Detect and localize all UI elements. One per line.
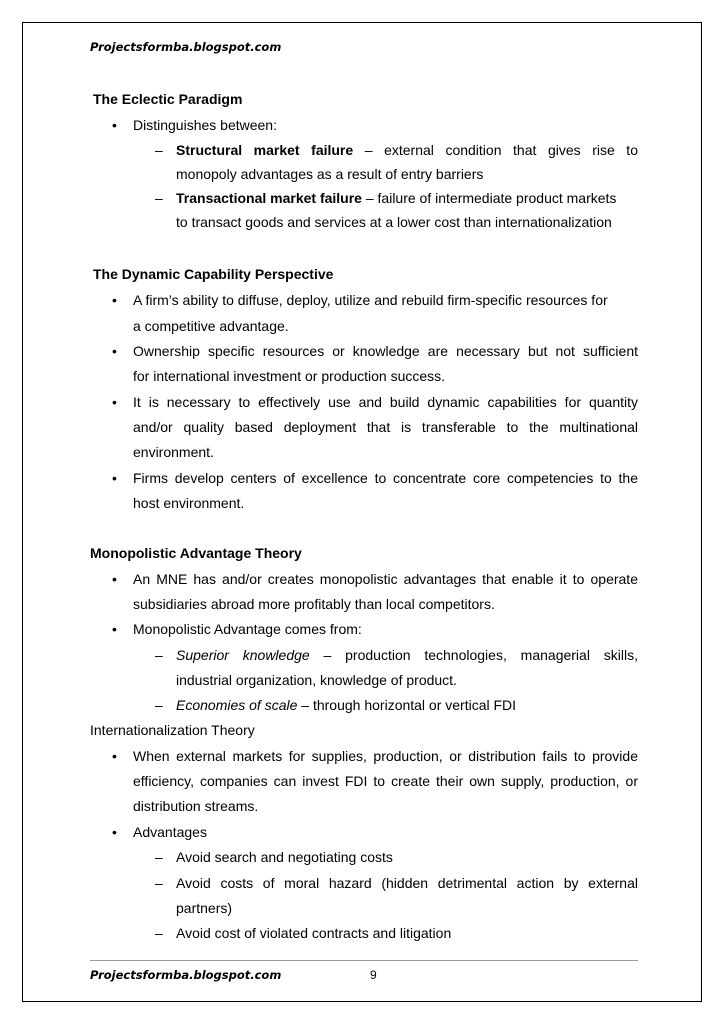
header-site: Projectsformba.blogspot.com (90, 40, 282, 54)
footer-site: Projectsformba.blogspot.com (90, 968, 282, 982)
eclectic-d2-rest: – failure of intermediate product markets (361, 190, 617, 206)
bullet-icon: • (112, 470, 117, 486)
dash-icon: – (155, 647, 163, 663)
internalization-b1-l2: efficiency, companies can invest FDI to create their own supply, production, or (133, 773, 638, 789)
internalization-d2-l1: Avoid costs of moral hazard (hidden detrimental action by external (176, 875, 638, 891)
dash-icon: – (155, 925, 163, 941)
dynamic-title: The Dynamic Capability Perspective (93, 266, 334, 282)
footer-rule (90, 960, 638, 961)
bullet-icon: • (112, 343, 117, 359)
dash-icon: – (155, 849, 163, 865)
dynamic-b3-l2: and/or quality based deployment that is transferable to the multinational (133, 419, 638, 435)
monopolistic-d2 (176, 697, 516, 713)
eclectic-d1-line1 (176, 142, 638, 158)
dash-icon: – (155, 190, 163, 206)
internalization-d2-l2: partners) (176, 900, 233, 916)
bullet-icon: • (112, 292, 117, 308)
eclectic-bullet1: Distinguishes between: (133, 117, 277, 133)
monopolistic-d1-l1 (176, 647, 638, 663)
bullet-icon: • (112, 824, 117, 840)
dynamic-b3-l3: environment. (133, 444, 214, 460)
internalization-b2: Advantages (133, 824, 207, 840)
eclectic-d2-bold: Transactional market failure (176, 190, 362, 206)
dynamic-b2-l2: for international investment or production success. (133, 368, 446, 384)
page-number: 9 (370, 968, 377, 982)
dash-icon: – (155, 142, 163, 158)
dash-icon: – (155, 875, 163, 891)
monopolistic-d2-italic: Economies of scale (176, 697, 298, 713)
monopolistic-b1-l2: subsidiaries abroad more profitably than local competitors. (133, 596, 495, 612)
eclectic-title: The Eclectic Paradigm (93, 91, 243, 107)
internalization-d3: Avoid cost of violated contracts and litigation (176, 925, 452, 941)
monopolistic-d1-rest: – production technologies, managerial skills, (309, 647, 638, 663)
bullet-icon: • (112, 571, 117, 587)
monopolistic-d2-rest: – through horizontal or vertical FDI (297, 697, 517, 713)
bullet-icon: • (112, 621, 117, 637)
monopolistic-b2: Monopolistic Advantage comes from: (133, 621, 362, 637)
dynamic-b4-l2: host environment. (133, 495, 245, 511)
eclectic-d1-rest: – external condition that gives rise to (353, 142, 638, 158)
monopolistic-title: Monopolistic Advantage Theory (90, 545, 302, 561)
dynamic-b1-l1: A firm’s ability to diffuse, deploy, utilize and rebuild firm-specific resources for (133, 292, 608, 308)
eclectic-d2-line1 (176, 190, 616, 206)
eclectic-d1-line2: monopoly advantages as a result of entry barriers (176, 166, 484, 182)
monopolistic-d1-italic: Superior knowledge (176, 647, 310, 663)
internalization-b1-l3: distribution streams. (133, 798, 259, 814)
eclectic-d1-bold: Structural market failure (176, 142, 354, 158)
internalization-title: Internationalization Theory (90, 722, 255, 738)
bullet-icon: • (112, 117, 117, 133)
internalization-b1-l1: When external markets for supplies, production, or distribution fails to provide (133, 748, 638, 764)
monopolistic-b1-l1: An MNE has and/or creates monopolistic advantages that enable it to operate (133, 571, 638, 587)
eclectic-d2-line2: to transact goods and services at a lower cost than internationalization (176, 214, 612, 230)
bullet-icon: • (112, 394, 117, 410)
dash-icon: – (155, 697, 163, 713)
bullet-icon: • (112, 748, 117, 764)
dynamic-b4-l1: Firms develop centers of excellence to concentrate core competencies to the (133, 470, 638, 486)
dynamic-b3-l1: It is necessary to effectively use and build dynamic capabilities for quantity (133, 394, 638, 410)
dynamic-b2-l1: Ownership specific resources or knowledge are necessary but not sufficient (133, 343, 638, 359)
dynamic-b1-l2: a competitive advantage. (133, 318, 289, 334)
internalization-d1: Avoid search and negotiating costs (176, 849, 393, 865)
monopolistic-d1-l2: industrial organization, knowledge of product. (176, 672, 457, 688)
